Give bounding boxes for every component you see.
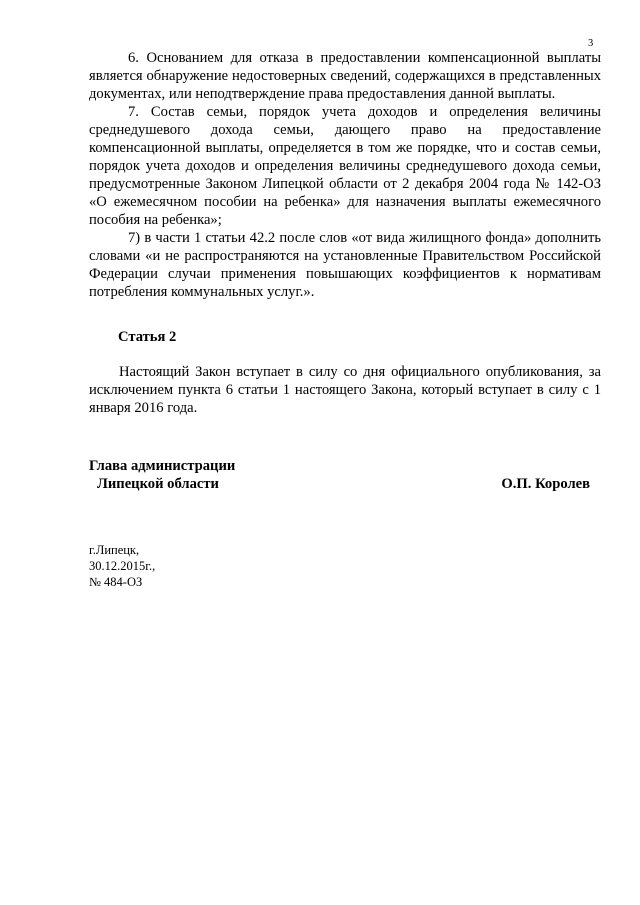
signature-region: Липецкой области <box>97 476 219 492</box>
document-footer <box>89 542 155 590</box>
footer-city: г.Липецк, <box>89 543 140 557</box>
body-text <box>89 49 601 301</box>
page-number: 3 <box>588 38 594 49</box>
footer-number: № 484-ОЗ <box>89 575 143 589</box>
paragraph-6: 6. Основанием для отказа в предоставлении компенсационной выплаты является обнаружение недостоверных сведений, содержащихся в представленных документах, или неподтверждение права предоставления данной выплаты. <box>89 50 601 102</box>
signature-title: Глава администрации <box>89 458 236 474</box>
paragraph-7: 7. Состав семьи, порядок учета доходов и определения величины среднедушевого дохода семьи, дающего право на предоставление компенсационной выплаты, определяется в том же порядке, что и состав семьи, порядок учета доходов и определения величины среднедушевого дохода семьи, предусмотренные Законом Липецкой области от 2 декабря 2004 года № 142-ОЗ «О ежемесячном пособии на ребенка» для назначения выплаты ежемесячного пособия на ребенка»; <box>89 104 601 228</box>
article-heading: Статья 2 <box>118 329 177 345</box>
footer-date: 30.12.2015г., <box>89 559 156 573</box>
paragraph-7-amendment: 7) в части 1 статьи 42.2 после слов «от вида жилищного фонда» дополнить словами «и не распространяются на установленные Правительством Российской Федерации случаи применения повышающих коэффициентов к нормативам потребления коммунальных услуг.». <box>89 230 601 300</box>
signature-name: О.П. Королев <box>501 476 590 492</box>
article-text: Настоящий Закон вступает в силу со дня официального опубликования, за исключением пункта 6 статьи 1 настоящего Закона, который вступает в силу с 1 января 2016 года. <box>89 364 601 416</box>
